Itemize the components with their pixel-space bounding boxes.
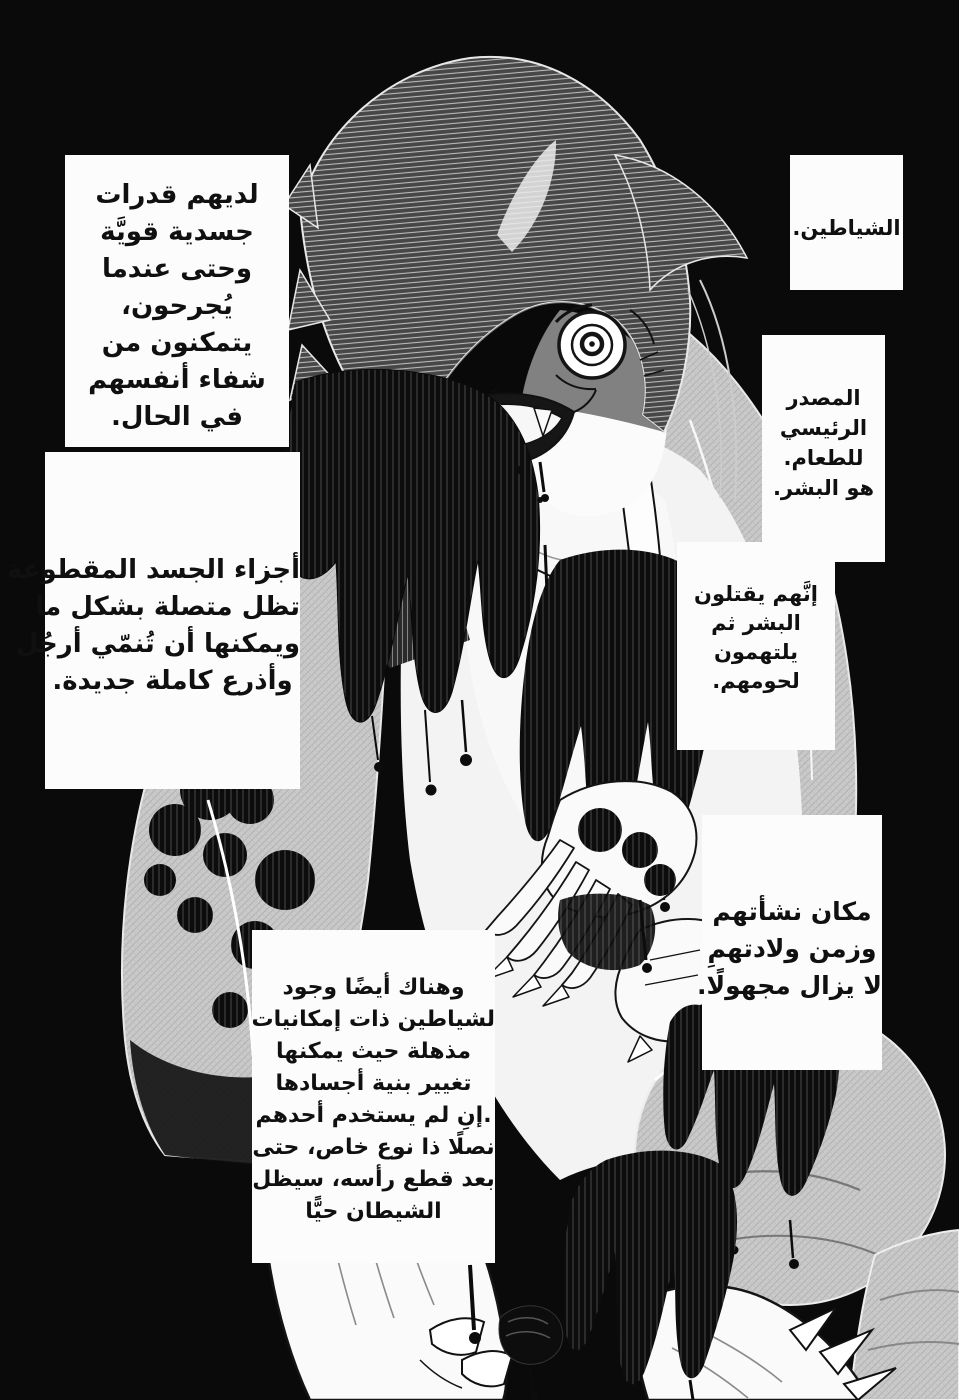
caption-line: لشياطين ذات إمكانيات [251,1007,495,1032]
caption-line: تغيير بنية أجسادها [275,1071,472,1096]
caption-line: شفاء أنفسهم [88,365,266,395]
caption-line: .إنِ لم يستخدم أحدهم [255,1103,492,1128]
caption-line: نصلًا ذا نوع خاص، حتى [252,1135,495,1160]
caption-line: الشياطين. [792,216,901,240]
caption-box-kill-humans [677,542,835,750]
caption-line: جسدية قويَّة [100,217,254,247]
caption-line: يلتهمون [713,640,799,664]
caption-line: لا يزال مجهولًا. [696,971,882,1000]
caption-line: في الحال. [111,402,243,432]
caption-line: الرئيسي [779,416,868,440]
caption-line: مكان نشأتهم [712,897,872,926]
caption-box-devils [790,155,903,290]
caption-line: وأذرع كاملة جديدة. [52,666,293,696]
caption-box-food-source [762,335,885,562]
caption-box-origin-unknown [696,815,882,1070]
caption-line: بعد قطع رأسه، سيظل [252,1167,495,1192]
caption-line: تظل متصلة بشكل ما [35,592,300,622]
caption-line: يتمكنون من [101,328,253,358]
caption-line: وحتى عندما [101,254,253,284]
caption-line: لديهم قدرات [95,180,259,210]
caption-line: للطعام. [783,446,864,470]
caption-box-severed-parts [7,452,300,789]
caption-line: مذهلة حيث يمكنها [276,1039,471,1064]
caption-line: المصدر [786,386,861,410]
caption-box-physical-abilities [65,155,289,447]
caption-line: وهناك أيضًا وجود [282,975,465,1000]
caption-line: وزمن ولادتهمِ [707,934,877,963]
right-foot [635,1286,896,1400]
caption-line: البشر ثم [711,611,801,635]
caption-line: لحومهم. [712,669,800,693]
caption-line: ويمكنها أن تُنمّي أرجُل [15,629,300,659]
caption-line: هو البشر. [772,476,875,500]
caption-line: الشيطان حيًّا [305,1199,442,1224]
caption-box-shape-shifting [252,930,495,1263]
caption-line: يُجرحون، [121,291,233,321]
caption-line: أجزاء الجسد المقطوعة [7,555,300,585]
caption-line: إنَّهم يقتلون [694,582,818,606]
